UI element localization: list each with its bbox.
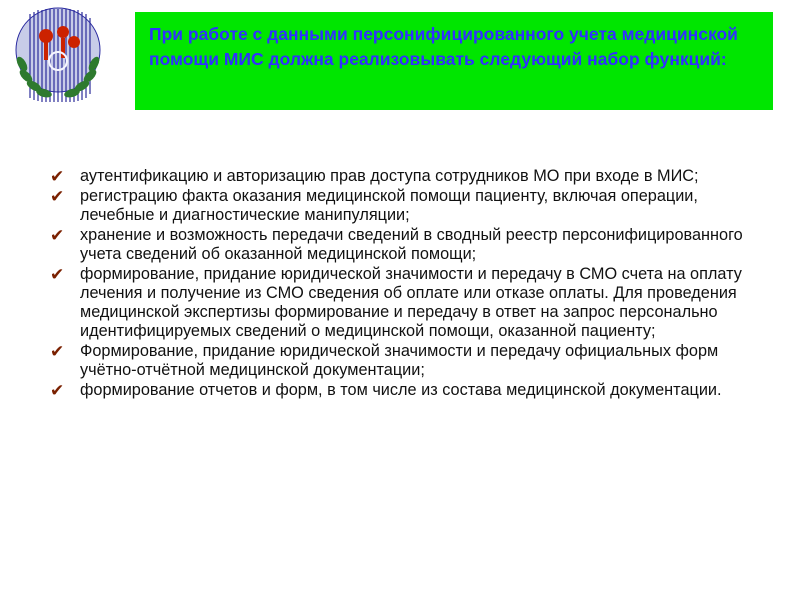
check-mark-icon: ✔ (50, 381, 65, 401)
check-mark-icon: ✔ (50, 187, 65, 207)
list-item (48, 226, 773, 264)
list-item-text: аутентификацию и авторизацию прав доступа сотрудников МО при входе в МИС; (80, 167, 699, 185)
check-mark-icon: ✔ (50, 265, 65, 285)
list-item-text: хранение и возможность передачи сведений в сводный реестр персонифицированного учета сведений об оказанной медицинской помощи; (80, 226, 743, 263)
list-item (48, 265, 773, 341)
list-item (48, 342, 773, 380)
check-mark-icon: ✔ (50, 342, 65, 362)
title-banner (135, 12, 773, 110)
list-item (48, 167, 773, 186)
list-item (48, 187, 773, 225)
list-item (48, 381, 773, 400)
list-item-text: формирование, придание юридической значимости и передачу в СМО счета на оплату лечения и получение из СМО сведения об оплате или отказе оплаты. Для проведения медицинской экспертизы формирование и передачу в ответ на запрос персонально идентифицируемых сведений о медицинской помощи, оказанной пациенту; (80, 265, 742, 340)
list-item-text: Формирование, придание юридической значимости и передачу официальных форм учётно-отчётной медицинской документации; (80, 342, 719, 379)
slide-title: При работе с данными персонифицированного учета медицинской помощи МИС должна реализовывать следующий набор функций: (149, 24, 738, 69)
list-item-text: регистрацию факта оказания медицинской помощи пациенту, включая операции, лечебные и диагностические манипуляции; (80, 187, 698, 224)
emblem-logo (8, 6, 108, 106)
check-mark-icon: ✔ (50, 167, 65, 187)
list-item-text: формирование отчетов и форм, в том числе из состава медицинской документации. (80, 381, 722, 399)
check-mark-icon: ✔ (50, 226, 65, 246)
function-list (48, 167, 773, 401)
